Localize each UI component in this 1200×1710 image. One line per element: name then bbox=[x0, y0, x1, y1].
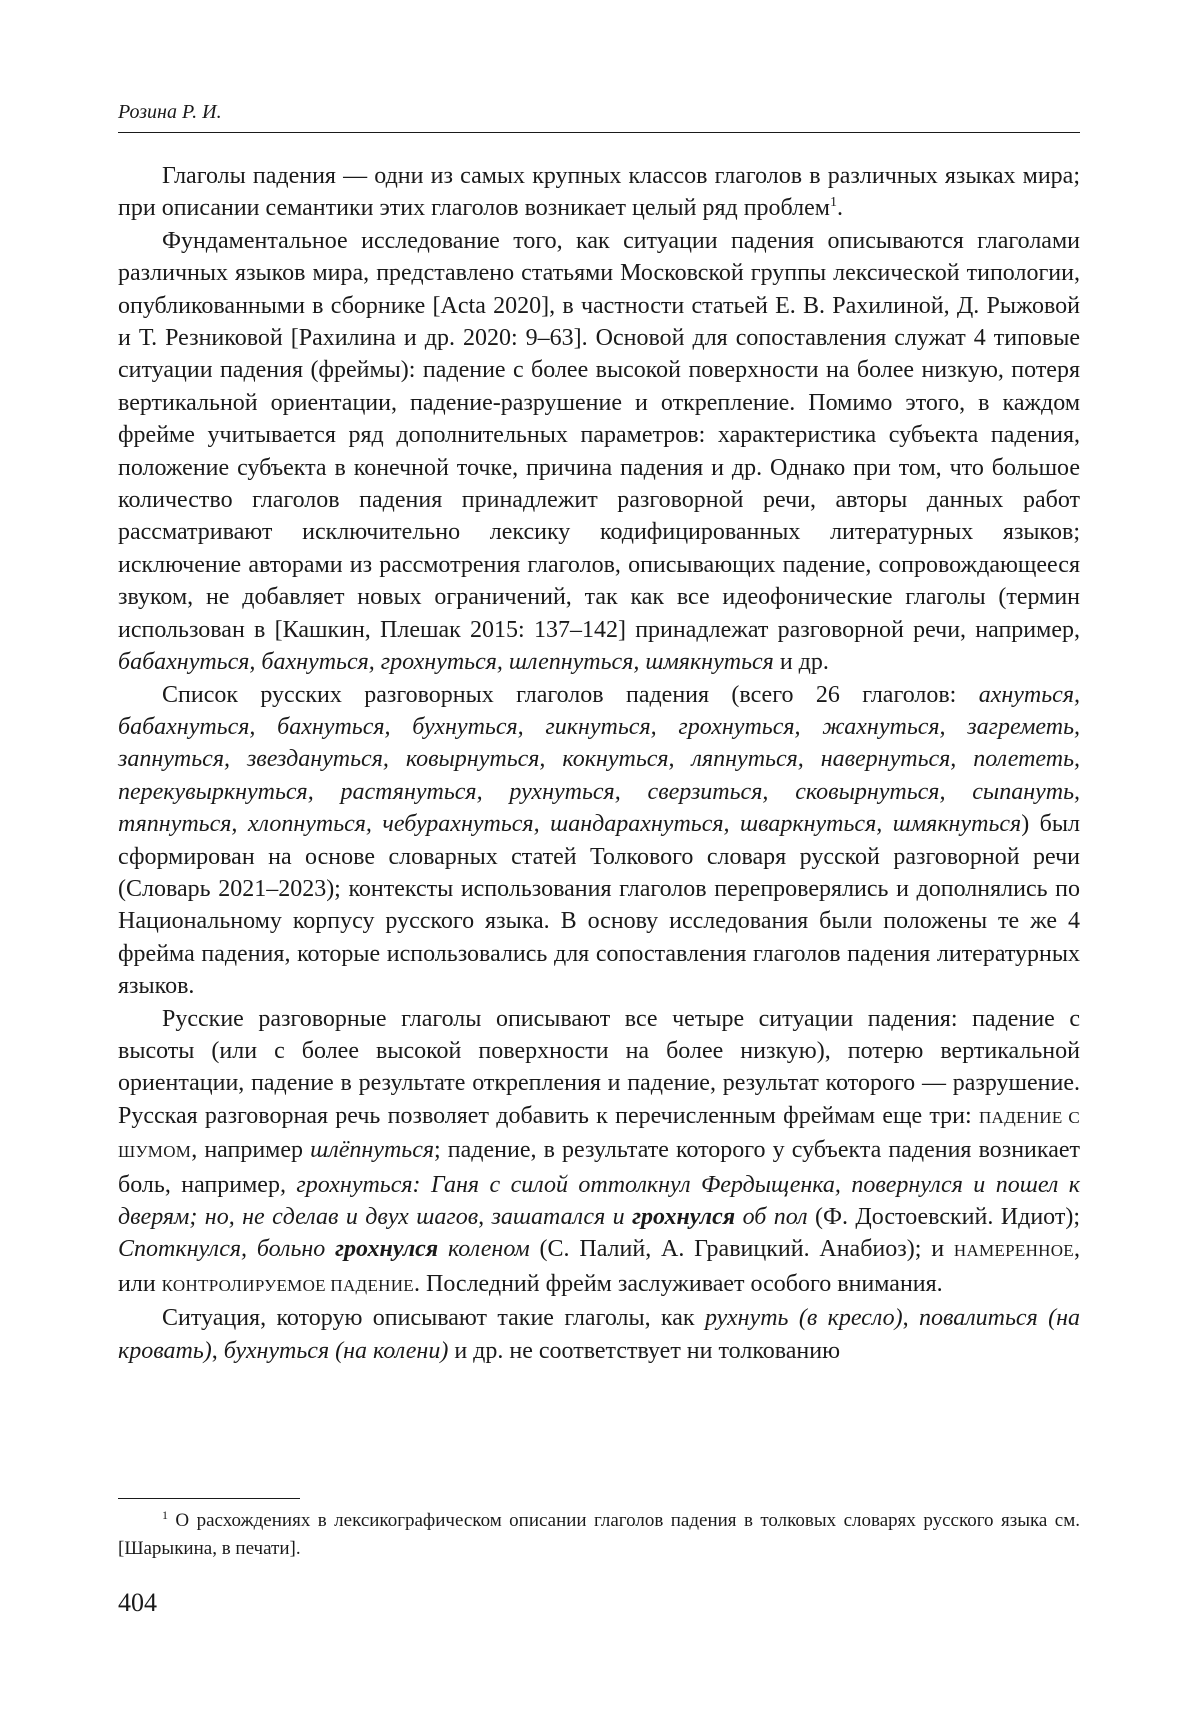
text-run: , bbox=[211, 1337, 224, 1364]
text-run: и др. не соответствует ни толкованию bbox=[448, 1337, 841, 1364]
footnote bbox=[118, 1507, 1080, 1563]
italic-quote: коленом bbox=[438, 1236, 530, 1263]
italic-quote: , грохнуться: Ганя с силой оттолкнул Фердыщенка, повернулся и пошел к дверям; но, не сделав и двух шагов, зашатался и bbox=[118, 1171, 1080, 1230]
paragraph-4 bbox=[118, 1003, 1080, 1303]
italic-quote: Споткнулся, больно bbox=[118, 1236, 336, 1263]
page-number: 404 bbox=[118, 1588, 157, 1617]
text-run: Список русских разговорных глаголов падения (всего 26 глаголов: bbox=[162, 681, 979, 708]
footnote-reference[interactable]: 1 bbox=[829, 195, 837, 211]
text-run: (С. Палий, А. Гравицкий. Анабиоз); и bbox=[529, 1236, 954, 1263]
bold-italic-example: грохнулся bbox=[632, 1204, 736, 1230]
italic-example: повалиться (на кровать) bbox=[118, 1305, 1081, 1364]
footnote-marker: 1 bbox=[162, 1508, 168, 1522]
text-run: Глаголы падения — одни из самых крупных классов глаголов в различных языках мира; при описании семантики этих глаголов возникает целый ряд проблем bbox=[118, 163, 1080, 222]
small-caps-term: КОНТРОЛИРУЕМОЕ ПАДЕНИЕ bbox=[161, 1275, 414, 1295]
header-rule bbox=[118, 132, 1080, 133]
text-run: Ситуация, которую описывают такие глаголы, как bbox=[162, 1305, 705, 1332]
text-run: и др. bbox=[773, 649, 829, 676]
text-run: , или bbox=[118, 1236, 1080, 1297]
paragraph-5 bbox=[118, 1302, 1080, 1367]
text-run: , например bbox=[191, 1137, 311, 1164]
paragraph-2 bbox=[118, 225, 1080, 679]
text-run: Русские разговорные глаголы описывают все четыре ситуации падения: падение с высоты (или с более высокой поверхности на более низкую), потерю вертикальной ориентации, падение в результате открепления и падение, результат которого — разрушение. Русская разговорная речь позволяет добавить к перечисленным фреймам еще три: bbox=[118, 1005, 1080, 1129]
small-caps-term: НАМЕРЕННОЕ bbox=[953, 1241, 1074, 1261]
text-run: . Последний фрейм заслуживает особого внимания. bbox=[413, 1270, 943, 1297]
italic-verb-list: ахнуться, бабахнуться, бахнуться, бухнуться, гикнуться, грохнуться, жахнуться, загреметь, запнуться, звездануться, ковырнуться, кокнуться, ляпнуться, навернуться, полететь, перекувыркнуться, растянуться, рухнуться, сверзиться, сковырнуться, сыпануть, тяпнуться, хлопнуться, чебурахнуться, шандарахнуться, шваркнуться, шмякнуться bbox=[118, 681, 1080, 838]
italic-example: бухнуться (на колени) bbox=[223, 1337, 449, 1364]
main-text bbox=[118, 160, 1080, 1367]
footnote-rule bbox=[118, 1498, 300, 1499]
text-run: . bbox=[836, 195, 843, 222]
italic-examples: бабахнуться, бахнуться, грохнуться, шлепнуться, шмякнуться bbox=[118, 649, 774, 676]
text-run: , bbox=[902, 1305, 919, 1332]
text-run: Фундаментальное исследование того, как ситуации падения описываются глаголами различных языков мира, представлено статьями Московской группы лексической типологии, опубликованными в сборнике [Acta 2020], в частности статьей Е. В. Рахилиной, Д. Рыжовой и Т. Резниковой [Рахилина и др. 2020: 9–63]. Основой для сопоставления служат 4 типовые ситуации падения (фреймы): падение с более высокой поверхности на более низкую, потеря вертикальной ориентации, падение-разрушение и открепление. Помимо этого, в каждом фрейме учитывается ряд дополнительных параметров: характеристика субъекта падения, положение субъекта в конечной точке, причина падения и др. Однако при том, что большое количество глаголов падения принадлежит разговорной речи, авторы данных работ рассматривают исключительно лексику кодифицированных литературных языков; исключение авторами из рассмотрения глаголов, описывающих падение, сопровождающееся звуком, не добавляет новых ограничений, так как все идеофонические глаголы (термин использован в [Кашкин, Плешак 2015: 137–142] принадлежат разговорной речи, например, bbox=[118, 227, 1080, 643]
paragraph-1 bbox=[118, 160, 1080, 225]
paragraph-3 bbox=[118, 679, 1080, 1003]
italic-example: рухнуть (в кресло) bbox=[704, 1305, 903, 1332]
text-run: ; падение, в результате которого у субъекта падения возникает боль, например bbox=[118, 1137, 1080, 1198]
italic-quote: об пол bbox=[735, 1204, 808, 1230]
bold-italic-example: грохнулся bbox=[335, 1236, 439, 1263]
running-head: Розина Р. И. bbox=[118, 101, 222, 123]
small-caps-term: ПАДЕНИЕ С ШУМОМ bbox=[118, 1107, 1081, 1162]
footnote-text: О расхождениях в лексикографическом описании глаголов падения в толковых словарях русского языка см. [Шарыкина, в печати]. bbox=[118, 1510, 1080, 1559]
text-run: (Ф. Достоевский. Идиот); bbox=[807, 1204, 1081, 1230]
text-run: ) был сформирован на основе словарных статей Толкового словаря русской разговорной речи (Словарь 2021–2023); контексты использования глаголов перепроверялись и дополнялись по Национальному корпусу русского языка. В основу исследования были положены те же 4 фрейма падения, которые использовались для сопоставления глаголов падения литературных языков. bbox=[118, 811, 1080, 1000]
italic-example: шлёпнуться bbox=[310, 1137, 435, 1164]
